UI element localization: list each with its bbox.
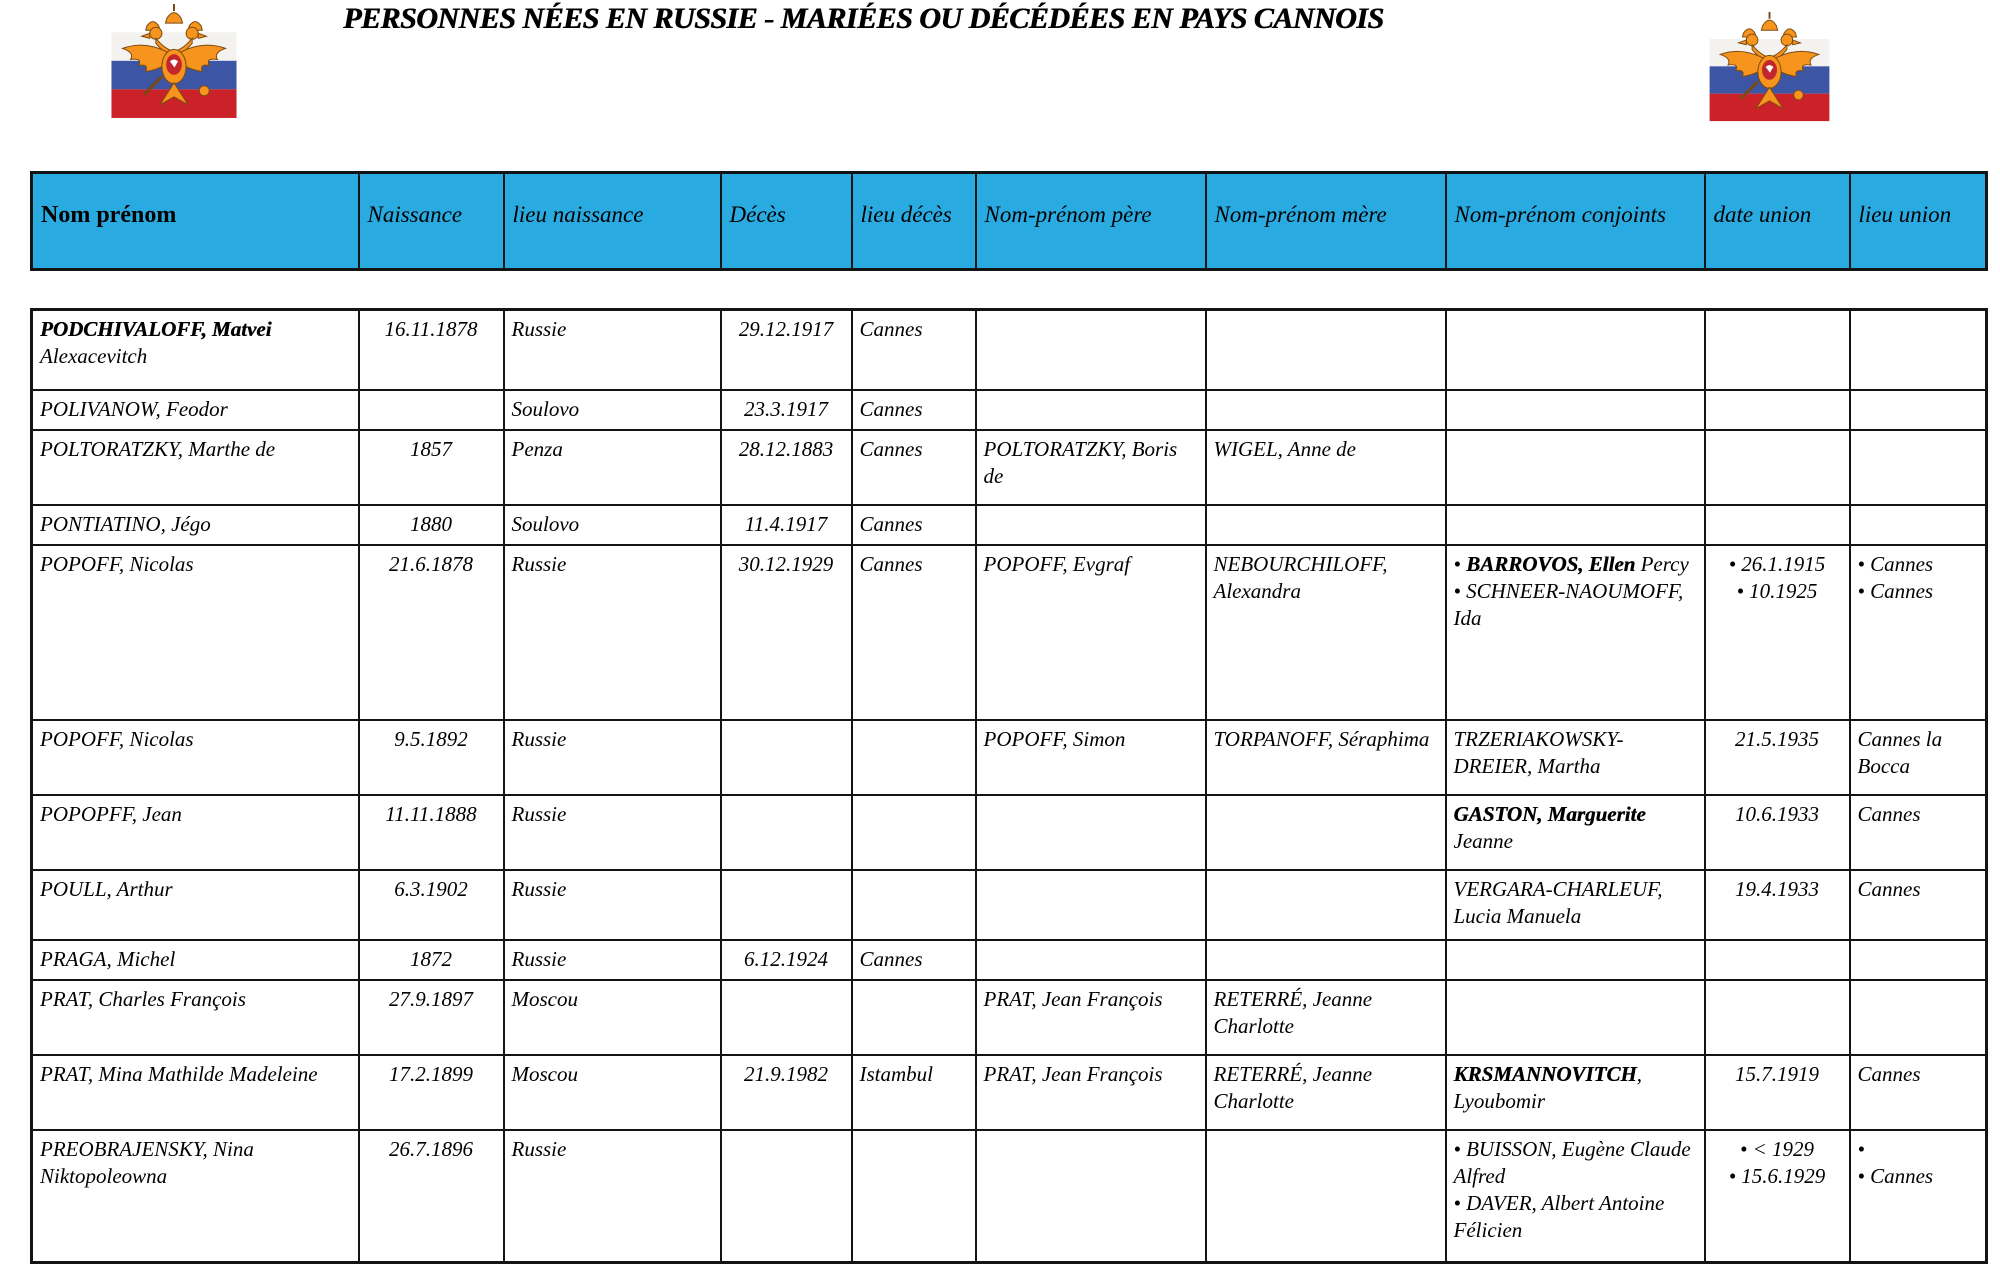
cell-name: PRAGA, Michel xyxy=(32,940,359,980)
table-row xyxy=(32,1055,1987,1130)
cell-mother xyxy=(1206,870,1446,940)
cell-deathplace: Cannes xyxy=(852,545,976,720)
cell-deathplace xyxy=(852,980,976,1055)
bullet-icon: • xyxy=(1857,1163,1865,1188)
bullet-item: • 15.6.1929 xyxy=(1728,1163,1826,1188)
column-header-spouses: Nom-prénom conjoints xyxy=(1446,173,1705,270)
cell-union_place xyxy=(1850,1130,1987,1263)
cell-birthplace: Russie xyxy=(504,870,721,940)
cell-birth: 6.3.1902 xyxy=(359,870,504,940)
records-table xyxy=(30,308,1988,1264)
cell-father xyxy=(976,390,1206,430)
bullet-item: • Cannes xyxy=(1857,1163,1934,1188)
bullet-item: • Cannes xyxy=(1857,551,1934,576)
russian-flag-icon-left xyxy=(98,2,250,121)
cell-death xyxy=(721,720,852,795)
bullet-icon: • xyxy=(1857,1136,1865,1161)
column-header-name: Nom prénom xyxy=(32,173,359,270)
cell-father xyxy=(976,310,1206,390)
cell-name: POULL, Arthur xyxy=(32,870,359,940)
cell-birthplace: Moscou xyxy=(504,980,721,1055)
table-row xyxy=(32,870,1987,940)
cell-deathplace: Cannes xyxy=(852,430,976,505)
cell-birth: 1857 xyxy=(359,430,504,505)
cell-birth: 21.6.1878 xyxy=(359,545,504,720)
table-row xyxy=(32,795,1987,870)
table-row xyxy=(32,1130,1987,1263)
bullet-icon: • xyxy=(1728,1163,1737,1188)
cell-union_date xyxy=(1705,940,1850,980)
cell-birthplace: Russie xyxy=(504,940,721,980)
cell-spouses xyxy=(1446,390,1705,430)
cell-union_place xyxy=(1850,545,1987,720)
cell-spouses xyxy=(1446,430,1705,505)
column-header-deathplace: lieu décès xyxy=(852,173,976,270)
cell-union_date: 15.7.1919 xyxy=(1705,1055,1850,1130)
bullet-icon: • xyxy=(1453,1190,1461,1215)
cell-spouses xyxy=(1446,940,1705,980)
cell-deathplace xyxy=(852,870,976,940)
column-header-father: Nom-prénom père xyxy=(976,173,1206,270)
cell-birth: 9.5.1892 xyxy=(359,720,504,795)
bullet-item: • 26.1.1915 xyxy=(1728,551,1826,576)
cell-father xyxy=(976,795,1206,870)
cell-mother xyxy=(1206,310,1446,390)
cell-mother xyxy=(1206,795,1446,870)
cell-birth: 27.9.1897 xyxy=(359,980,504,1055)
cell-union_place: Cannes xyxy=(1850,870,1987,940)
name-text-bold: BARROVOS, Ellen xyxy=(1466,551,1636,576)
table-body xyxy=(32,310,1987,1263)
bullet-item: • DAVER, Albert Antoine Félicien xyxy=(1453,1190,1665,1242)
cell-father: PRAT, Jean François xyxy=(976,980,1206,1055)
name-text-bold: PODCHIVALOFF, Matvei xyxy=(40,317,272,341)
column-header-union_place: lieu union xyxy=(1850,173,1987,270)
column-header-birth: Naissance xyxy=(359,173,504,270)
bullet-icon: • xyxy=(1453,551,1461,576)
cell-father: PRAT, Jean François xyxy=(976,1055,1206,1130)
cell-father xyxy=(976,1130,1206,1263)
bullet-icon: • xyxy=(1453,1136,1461,1161)
cell-spouses: TRZERIAKOWSKY-DREIER, Martha xyxy=(1446,720,1705,795)
cell-union_place xyxy=(1850,980,1987,1055)
cell-deathplace: Istambul xyxy=(852,1055,976,1130)
cell-death: 28.12.1883 xyxy=(721,430,852,505)
table-row xyxy=(32,310,1987,390)
cell-deathplace xyxy=(852,720,976,795)
bullet-item: • 10.1925 xyxy=(1736,578,1818,603)
column-header-union_date: date union xyxy=(1705,173,1850,270)
cell-union_date: 21.5.1935 xyxy=(1705,720,1850,795)
cell-deathplace: Cannes xyxy=(852,940,976,980)
cell-deathplace xyxy=(852,1130,976,1263)
bullet-icon: • xyxy=(1728,551,1737,576)
bullet-item: • < 1929 xyxy=(1739,1136,1815,1161)
table-row xyxy=(32,980,1987,1055)
cell-union_date: 10.6.1933 xyxy=(1705,795,1850,870)
cell-death: 21.9.1982 xyxy=(721,1055,852,1130)
cell-death xyxy=(721,1130,852,1263)
bullet-item xyxy=(1858,1136,1979,1163)
bullet-item: • Cannes xyxy=(1857,578,1934,603)
cell-spouses xyxy=(1446,545,1705,720)
cell-death: 6.12.1924 xyxy=(721,940,852,980)
cell-death: 23.3.1917 xyxy=(721,390,852,430)
bullet-item xyxy=(1454,578,1697,632)
name-text: , Lyoubomir xyxy=(1453,1061,1642,1113)
cell-union_place xyxy=(1850,940,1987,980)
cell-birthplace: Russie xyxy=(504,545,721,720)
cell-union_date xyxy=(1705,505,1850,545)
cell-mother xyxy=(1206,1130,1446,1263)
cell-union_date: 19.4.1933 xyxy=(1705,870,1850,940)
bullet-icon: • xyxy=(1736,578,1744,603)
cell-mother xyxy=(1206,940,1446,980)
table-row xyxy=(32,720,1987,795)
table-row xyxy=(32,545,1987,720)
cell-birth: 16.11.1878 xyxy=(359,310,504,390)
cell-birthplace: Russie xyxy=(504,310,721,390)
cell-birthplace: Penza xyxy=(504,430,721,505)
cell-birthplace: Russie xyxy=(504,1130,721,1263)
cell-death xyxy=(721,870,852,940)
cell-father: POPOFF, Simon xyxy=(976,720,1206,795)
cell-union_place xyxy=(1850,390,1987,430)
cell-birth xyxy=(359,390,504,430)
cell-birth: 1880 xyxy=(359,505,504,545)
bullet-icon: • xyxy=(1857,551,1865,576)
cell-mother: RETERRÉ, Jeanne Charlotte xyxy=(1206,980,1446,1055)
cell-birthplace: Russie xyxy=(504,795,721,870)
bullet-icon: • xyxy=(1739,1136,1748,1161)
header-row xyxy=(32,173,1987,270)
cell-death xyxy=(721,980,852,1055)
cell-mother xyxy=(1206,390,1446,430)
name-text-bold: GASTON, Marguerite xyxy=(1453,801,1646,826)
cell-spouses xyxy=(1446,310,1705,390)
cell-name: POLIVANOW, Feodor xyxy=(32,390,359,430)
cell-name: POPOFF, Nicolas xyxy=(32,545,359,720)
cell-union_place: Cannes xyxy=(1850,1055,1987,1130)
cell-union_place xyxy=(1850,505,1987,545)
cell-union_date xyxy=(1705,1130,1850,1263)
cell-union_place xyxy=(1850,310,1987,390)
cell-deathplace xyxy=(852,795,976,870)
cell-name: PONTIATINO, Jégo xyxy=(32,505,359,545)
cell-death: 30.12.1929 xyxy=(721,545,852,720)
cell-spouses xyxy=(1446,795,1705,870)
table-row xyxy=(32,940,1987,980)
column-header-birthplace: lieu naissance xyxy=(504,173,721,270)
cell-union_place xyxy=(1850,430,1987,505)
cell-mother: TORPANOFF, Séraphima xyxy=(1206,720,1446,795)
cell-mother xyxy=(1206,505,1446,545)
cell-father xyxy=(976,940,1206,980)
cell-father xyxy=(976,870,1206,940)
name-text-bold: KRSMANNOVITCH xyxy=(1453,1061,1637,1086)
name-text: Alexacevitch xyxy=(40,344,148,368)
cell-deathplace: Cannes xyxy=(852,505,976,545)
cell-name: PREOBRAJENSKY, Nina Niktopoleowna xyxy=(32,1130,359,1263)
name-text: Jeanne xyxy=(1453,828,1513,853)
bullet-icon: • xyxy=(1453,578,1461,603)
cell-name: PRAT, Mina Mathilde Madeleine xyxy=(32,1055,359,1130)
cell-union_date xyxy=(1705,390,1850,430)
cell-birth: 1872 xyxy=(359,940,504,980)
cell-birthplace: Soulovo xyxy=(504,390,721,430)
cell-name xyxy=(32,310,359,390)
table-header xyxy=(30,171,1988,271)
bullet-item: • BUISSON, Eugène Claude Alfred xyxy=(1453,1136,1691,1188)
cell-father: POLTORATZKY, Boris de xyxy=(976,430,1206,505)
cell-union_place: Cannes la Bocca xyxy=(1850,720,1987,795)
cell-birthplace: Moscou xyxy=(504,1055,721,1130)
cell-name: POPOFF, Nicolas xyxy=(32,720,359,795)
table-row xyxy=(32,430,1987,505)
cell-birth: 17.2.1899 xyxy=(359,1055,504,1130)
cell-death: 11.4.1917 xyxy=(721,505,852,545)
cell-spouses xyxy=(1446,505,1705,545)
cell-spouses xyxy=(1446,1055,1705,1130)
cell-spouses xyxy=(1446,1130,1705,1263)
column-header-mother: Nom-prénom mère xyxy=(1206,173,1446,270)
cell-death xyxy=(721,795,852,870)
cell-mother: WIGEL, Anne de xyxy=(1206,430,1446,505)
cell-union_date xyxy=(1705,980,1850,1055)
cell-deathplace: Cannes xyxy=(852,390,976,430)
bullet-item xyxy=(1454,551,1697,578)
cell-birthplace: Russie xyxy=(504,720,721,795)
page-title: PERSONNES NÉES EN RUSSIE - MARIÉES OU DÉCÉDÉES EN PAYS CANNOIS xyxy=(343,2,1384,35)
name-text: Percy xyxy=(1635,551,1689,576)
cell-name: PRAT, Charles François xyxy=(32,980,359,1055)
cell-birthplace: Soulovo xyxy=(504,505,721,545)
cell-father: POPOFF, Evgraf xyxy=(976,545,1206,720)
cell-union_date xyxy=(1705,545,1850,720)
cell-union_place: Cannes xyxy=(1850,795,1987,870)
table-row xyxy=(32,505,1987,545)
russian-flag-icon-right xyxy=(1697,10,1842,124)
cell-father xyxy=(976,505,1206,545)
cell-birth: 11.11.1888 xyxy=(359,795,504,870)
bullet-icon: • xyxy=(1857,578,1865,603)
cell-mother: RETERRÉ, Jeanne Charlotte xyxy=(1206,1055,1446,1130)
cell-union_date xyxy=(1705,310,1850,390)
column-header-death: Décès xyxy=(721,173,852,270)
cell-spouses xyxy=(1446,980,1705,1055)
cell-name: POLTORATZKY, Marthe de xyxy=(32,430,359,505)
table-row xyxy=(32,390,1987,430)
name-text: SCHNEER-NAOUMOFF, Ida xyxy=(1453,578,1684,630)
cell-union_date xyxy=(1705,430,1850,505)
cell-name: POPOPFF, Jean xyxy=(32,795,359,870)
cell-deathplace: Cannes xyxy=(852,310,976,390)
cell-death: 29.12.1917 xyxy=(721,310,852,390)
cell-spouses: VERGARA-CHARLEUF, Lucia Manuela xyxy=(1446,870,1705,940)
cell-birth: 26.7.1896 xyxy=(359,1130,504,1263)
cell-mother: NEBOURCHILOFF, Alexandra xyxy=(1206,545,1446,720)
